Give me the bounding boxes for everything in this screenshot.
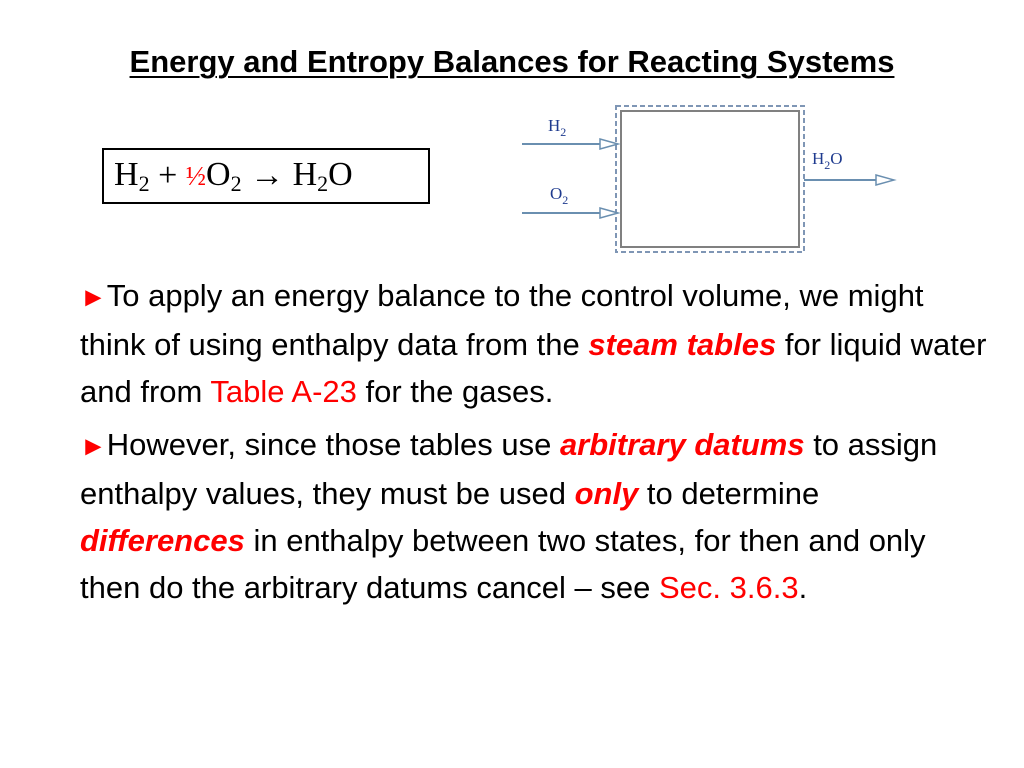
equation-h2o: $H_2O$ (292, 155, 353, 196)
reaction-equation-box (102, 148, 430, 204)
equation-half-coefficient: ½ (185, 160, 206, 191)
control-volume-diagram (520, 100, 900, 260)
o2-inlet-arrow (522, 208, 618, 218)
table-a23-reference: Table A-23 (210, 374, 357, 409)
arbitrary-datums-emphasis: arbitrary datums (559, 427, 805, 462)
steam-tables-emphasis: steam tables (588, 327, 777, 362)
control-volume-boundary (616, 106, 804, 252)
equation-plus: + (149, 157, 186, 194)
o2-inlet-label: $O_2$ (550, 184, 569, 207)
h2-inlet-label: $H_2$ (548, 116, 567, 139)
paragraph-arbitrary-datums: ►However, since those tables use arbitrary datums to assign enthalpy values, they must be used only to determine differences in enthalpy between two states, for then and only then do the arbitrary datums cancel – see Sec. 3.6.3. (80, 427, 938, 605)
paragraph-energy-balance: ►To apply an energy balance to the control volume, we might think of using enthalpy data from the steam tables for liquid water and from Table A-23 for the gases. (80, 278, 987, 409)
reaction-arrow: → (241, 157, 293, 194)
differences-emphasis: differences (80, 523, 245, 558)
only-emphasis: only (574, 476, 639, 511)
h2o-outlet-arrow (804, 175, 894, 185)
reactor-box (621, 111, 799, 247)
h2-inlet-arrow (522, 139, 618, 149)
equation-o2: $O_2$ (206, 155, 242, 196)
bullet-arrow-icon: ► (80, 431, 107, 461)
section-reference: Sec. 3.6.3 (659, 570, 799, 605)
body-text (80, 272, 990, 617)
bullet-arrow-icon: ► (80, 282, 107, 312)
h2o-outlet-label: $H_2O$ (812, 149, 843, 172)
slide-title: Energy and Entropy Balances for Reacting Systems (129, 44, 895, 79)
equation-h2: $H_2$ (114, 155, 150, 196)
